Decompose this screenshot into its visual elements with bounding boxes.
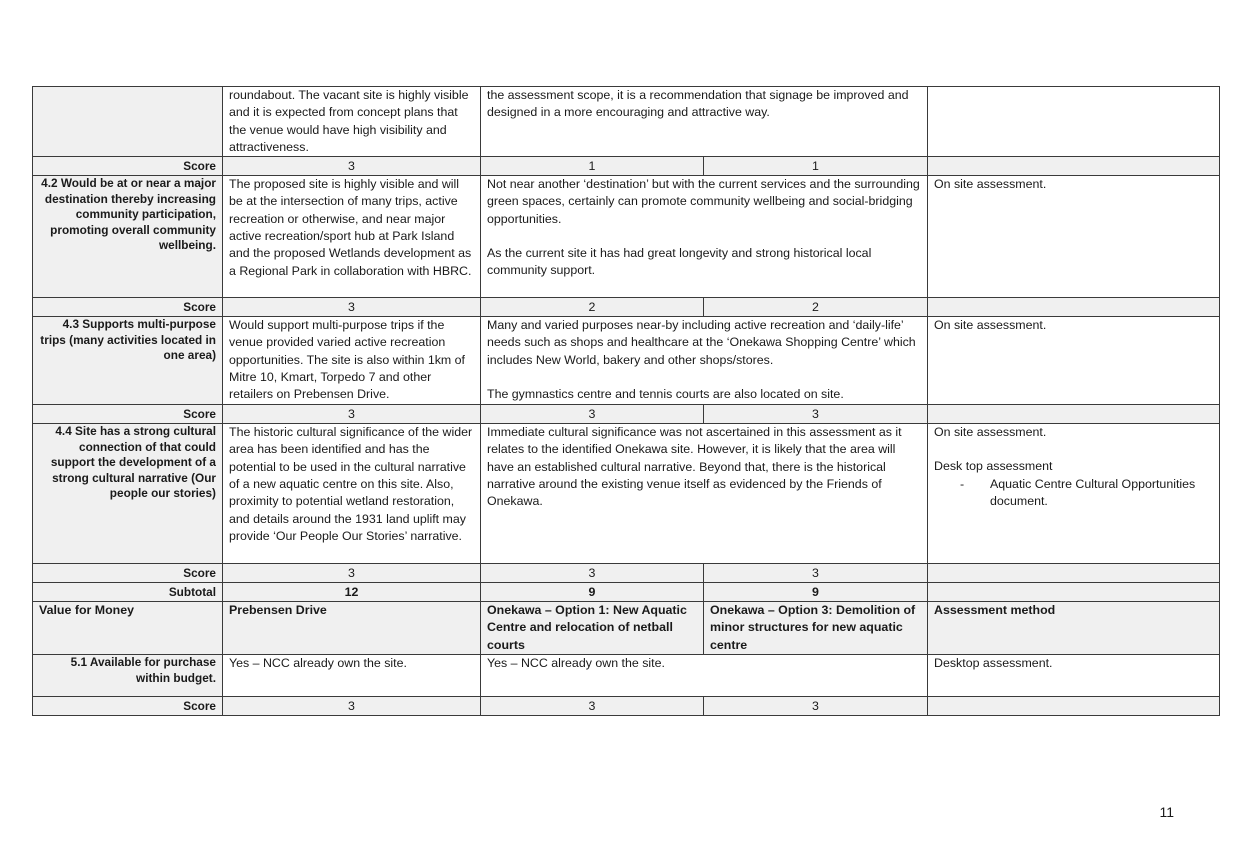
paragraph: As the current site it has had great longevity and strong historical local community support. — [487, 246, 872, 278]
score-label: Score — [33, 564, 223, 583]
onekawa-cell: Yes – NCC already own the site. — [481, 655, 928, 697]
score-value: 3 — [704, 697, 928, 716]
section-header-row — [33, 602, 1220, 655]
table-row — [33, 176, 1220, 298]
section-title: Value for Money — [33, 602, 223, 655]
method-line: Desk top assessment — [934, 459, 1053, 474]
score-value: 3 — [223, 405, 481, 424]
prebensen-cell: The proposed site is highly visible and will be at the intersection of many trips, active recreation or otherwise, and near major active recreation/sport hub at Park Island and the proposed Wetlands development as a Regional Park in collaboration with HBRC. — [223, 176, 481, 298]
table-row — [33, 317, 1220, 405]
page-number: 11 — [1159, 804, 1174, 820]
column-header: Prebensen Drive — [223, 602, 481, 655]
score-value: 1 — [704, 157, 928, 176]
method-cell — [928, 87, 1220, 157]
criterion-cell: 4.4 Site has a strong cultural connection of that could support the development of a strong cultural narrative (Our people our stories) — [33, 424, 223, 564]
score-value: 3 — [704, 564, 928, 583]
score-value: 3 — [704, 405, 928, 424]
score-value: 3 — [223, 564, 481, 583]
column-header: Onekawa – Option 1: New Aquatic Centre and relocation of netball courts — [481, 602, 704, 655]
score-row — [33, 697, 1220, 716]
method-cell: On site assessment. — [928, 317, 1220, 405]
score-value: 3 — [223, 697, 481, 716]
onekawa-cell: the assessment scope, it is a recommendation that signage be improved and designed in a more encouraging and attractive way. — [481, 87, 928, 157]
score-value: 3 — [481, 697, 704, 716]
criterion-cell — [33, 87, 223, 157]
onekawa-cell — [481, 176, 928, 298]
subtotal-value: 12 — [223, 583, 481, 602]
method-line: On site assessment. — [934, 425, 1047, 440]
score-empty — [928, 405, 1220, 424]
score-value: 3 — [223, 298, 481, 317]
criterion-cell: 4.3 Supports multi-purpose trips (many activities located in one area) — [33, 317, 223, 405]
score-row — [33, 564, 1220, 583]
method-cell — [928, 424, 1220, 564]
onekawa-cell: Immediate cultural significance was not ascertained in this assessment as it relates to the identified Onekawa site. However, it is likely that the area will have an established cultural narrative. Beyond that, there is the historical narrative around the existing venue itself as evidenced by the Friends of Onekawa. — [481, 424, 928, 564]
assessment-table — [32, 86, 1220, 716]
subtotal-value: 9 — [481, 583, 704, 602]
bullet-text: Aquatic Centre Cultural Opportunities document. — [990, 476, 1196, 509]
bullet-item — [934, 476, 1213, 511]
score-label: Score — [33, 157, 223, 176]
prebensen-cell: Yes – NCC already own the site. — [223, 655, 481, 697]
score-value: 3 — [481, 564, 704, 583]
prebensen-cell: roundabout. The vacant site is highly visible and it is expected from concept plans that the venue would have high visibility and attractiveness. — [223, 87, 481, 157]
score-value: 3 — [223, 157, 481, 176]
subtotal-empty — [928, 583, 1220, 602]
score-label: Score — [33, 298, 223, 317]
subtotal-row — [33, 583, 1220, 602]
paragraph: Not near another ‘destination’ but with the current services and the surrounding green spaces, certainly can promote community wellbeing and social-bridging opportunities. — [487, 177, 920, 226]
method-cell: Desktop assessment. — [928, 655, 1220, 697]
column-header: Assessment method — [928, 602, 1220, 655]
paragraph: The gymnastics centre and tennis courts are also located on site. — [487, 387, 844, 402]
criterion-cell: 4.2 Would be at or near a major destination thereby increasing community participation, promoting overall community wellbeing. — [33, 176, 223, 298]
score-empty — [928, 697, 1220, 716]
prebensen-cell: The historic cultural significance of the wider area has been identified and has the potential to be used in the cultural narrative of a new aquatic centre on this site. Also, proximity to potential wetland restoration, and details around the 1931 land uplift may provide ‘Our People Our Stories’ narrative. — [223, 424, 481, 564]
score-empty — [928, 564, 1220, 583]
score-label: Score — [33, 697, 223, 716]
score-value: 2 — [481, 298, 704, 317]
score-row — [33, 157, 1220, 176]
table-row — [33, 87, 1220, 157]
table-row — [33, 655, 1220, 697]
criterion-cell: 5.1 Available for purchase within budget. — [33, 655, 223, 697]
bullet-dash: - — [959, 476, 965, 491]
score-label: Score — [33, 405, 223, 424]
score-row — [33, 405, 1220, 424]
score-empty — [928, 298, 1220, 317]
score-value: 1 — [481, 157, 704, 176]
score-empty — [928, 157, 1220, 176]
subtotal-label: Subtotal — [33, 583, 223, 602]
table-row — [33, 424, 1220, 564]
subtotal-value: 9 — [704, 583, 928, 602]
method-cell: On site assessment. — [928, 176, 1220, 298]
paragraph: Many and varied purposes near-by including active recreation and ‘daily-life’ needs such as shops and healthcare at the ‘Onekawa Shopping Centre’ which includes New World, bakery and other shops/stores. — [487, 318, 916, 367]
score-row — [33, 298, 1220, 317]
score-value: 2 — [704, 298, 928, 317]
prebensen-cell: Would support multi-purpose trips if the venue provided varied active recreation opportunities. The site is also within 1km of Mitre 10, Kmart, Torpedo 7 and other retailers on Prebensen Drive. — [223, 317, 481, 405]
column-header: Onekawa – Option 3: Demolition of minor structures for new aquatic centre — [704, 602, 928, 655]
onekawa-cell — [481, 317, 928, 405]
score-value: 3 — [481, 405, 704, 424]
